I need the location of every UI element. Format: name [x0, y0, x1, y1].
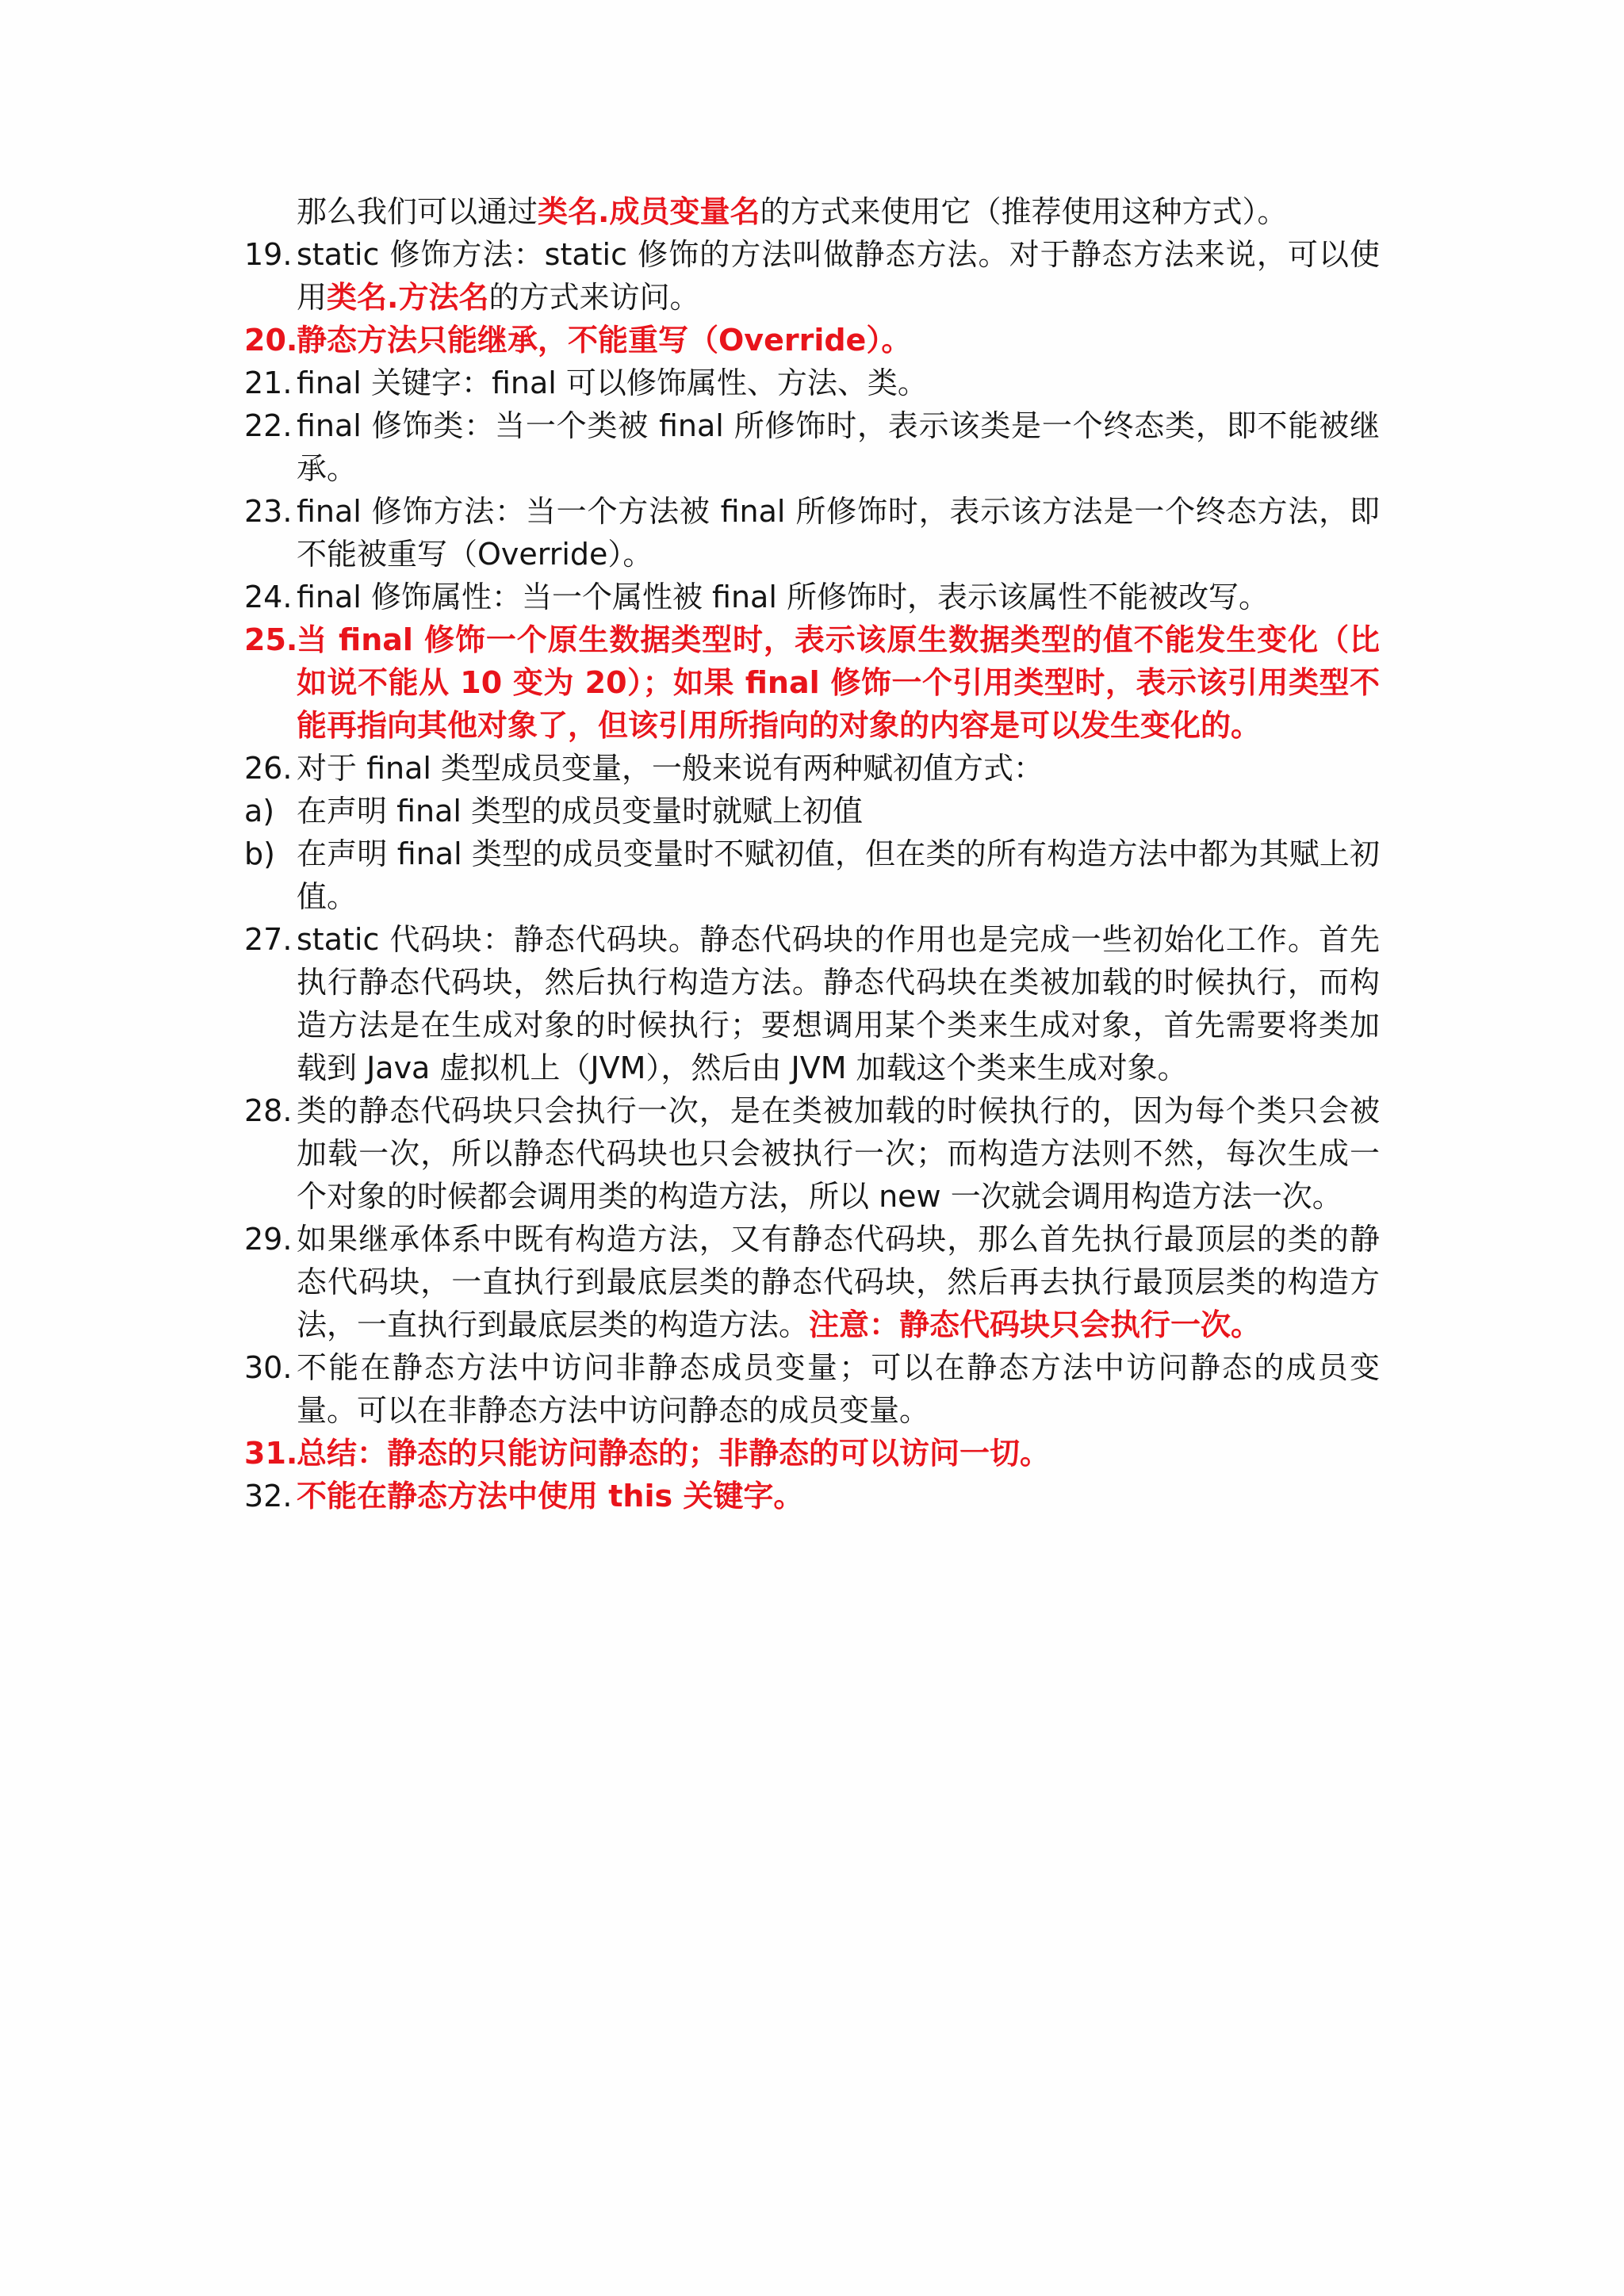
list-item-number: 20.	[244, 323, 298, 358]
highlighted-text: 总结：静态的只能访问静态的；非静态的可以访问一切。	[297, 1436, 1051, 1471]
list-item	[244, 1432, 1380, 1475]
list-item-number: 22.	[244, 408, 293, 443]
list-item	[244, 1089, 1380, 1218]
list-item-text: final 修饰属性：当一个属性被 final 所修饰时，表示该属性不能被改写。	[297, 580, 1269, 614]
list-item	[244, 747, 1380, 790]
list-item-text: 在声明 final 类型的成员变量时不赋初值，但在类的所有构造方法中都为其赋上初值。	[297, 836, 1380, 914]
list-item-number: 27.	[244, 922, 293, 957]
list-item-text: static 代码块：静态代码块。静态代码块的作用也是完成一些初始化工作。首先执行静态代码块，然后执行构造方法。静态代码块在类被加载的时候执行，而构造方法是在生成对象的时候执行；要想调用某个类来生成对象，首先需要将类加载到 Java 虚拟机上（JVM），然后由 JVM 加载这个类来生成对象。	[297, 922, 1380, 1085]
list-item-number: b)	[244, 836, 275, 871]
list-item-number: 28.	[244, 1093, 293, 1128]
highlighted-text: 注意：静态代码块只会执行一次。	[809, 1307, 1262, 1342]
list-item	[244, 404, 1380, 490]
list-item-text: 那么我们可以通过	[297, 194, 538, 229]
document-body	[244, 190, 1380, 1517]
list-item-text: final 关键字：final 可以修饰属性、方法、类。	[297, 365, 928, 400]
highlighted-text: 当 final 修饰一个原生数据类型时，表示该原生数据类型的值不能发生变化（比如说不能从 10 变为 20）；如果 final 修饰一个引用类型时，表示该引用类型不能再指向其他对象了，但该引用所指向的对象的内容是可以发生变化的。	[297, 622, 1380, 743]
list-item-number: 23.	[244, 494, 293, 529]
list-item	[244, 1218, 1380, 1346]
list-item-text: final 修饰类：当一个类被 final 所修饰时，表示该类是一个终态类，即不能被继承。	[297, 408, 1380, 486]
highlighted-text: 类名.方法名	[327, 280, 489, 315]
list-item-text: 不能在静态方法中访问非静态成员变量；可以在静态方法中访问静态的成员变量。可以在非静态方法中访问静态的成员变量。	[297, 1350, 1380, 1428]
list-item-number: 26.	[244, 751, 293, 786]
list-item-text: 如果继承体系中既有构造方法，又有静态代码块，那么首先执行最顶层的类的静态代码块，一直执行到最底层类的静态代码块，然后再去执行最顶层类的构造方法，一直执行到最底层类的构造方法。	[297, 1222, 1380, 1342]
list-item	[244, 832, 1380, 918]
list-item-number: 31.	[244, 1436, 298, 1471]
list-item-text: 的方式来访问。	[488, 280, 700, 315]
list-item-number: 30.	[244, 1350, 293, 1385]
list-item	[244, 918, 1380, 1089]
list-item-number: 24.	[244, 580, 293, 614]
highlighted-text: 不能在静态方法中使用 this 关键字。	[297, 1479, 804, 1513]
list-item-number: 32.	[244, 1479, 293, 1513]
list-item-text: final 修饰方法：当一个方法被 final 所修饰时，表示该方法是一个终态方法，即不能被重写（Override）。	[297, 494, 1380, 572]
list-item	[244, 1475, 1380, 1517]
list-item	[244, 319, 1380, 362]
list-item-number: a)	[244, 794, 275, 828]
highlighted-text: 静态方法只能继承，不能重写（Override）。	[297, 323, 912, 358]
list-item	[244, 1346, 1380, 1432]
list-item	[244, 190, 1380, 233]
list-item-text: 的方式来使用它（推荐使用这种方式）。	[760, 194, 1288, 229]
list-item-text: 对于 final 类型成员变量，一般来说有两种赋初值方式：	[297, 751, 1044, 786]
list-item	[244, 790, 1380, 832]
list-item	[244, 618, 1380, 747]
list-item	[244, 576, 1380, 618]
list-item-text: 类的静态代码块只会执行一次，是在类被加载的时候执行的，因为每个类只会被加载一次，所以静态代码块也只会被执行一次；而构造方法则不然，每次生成一个对象的时候都会调用类的构造方法，所以 new 一次就会调用构造方法一次。	[297, 1093, 1380, 1214]
list-item-number: 19.	[244, 237, 293, 272]
list-item	[244, 490, 1380, 576]
list-item-number: 25.	[244, 622, 298, 657]
list-item-number: 29.	[244, 1222, 293, 1257]
list-item	[244, 362, 1380, 404]
list-item-text: static 修饰方法：static 修饰的方法叫做静态方法。对于静态方法来说，可以使用	[297, 237, 1380, 315]
highlighted-text: 类名.成员变量名	[538, 194, 760, 229]
list-item-number: 21.	[244, 365, 293, 400]
list-item	[244, 233, 1380, 319]
list-item-text: 在声明 final 类型的成员变量时就赋上初值	[297, 794, 864, 828]
